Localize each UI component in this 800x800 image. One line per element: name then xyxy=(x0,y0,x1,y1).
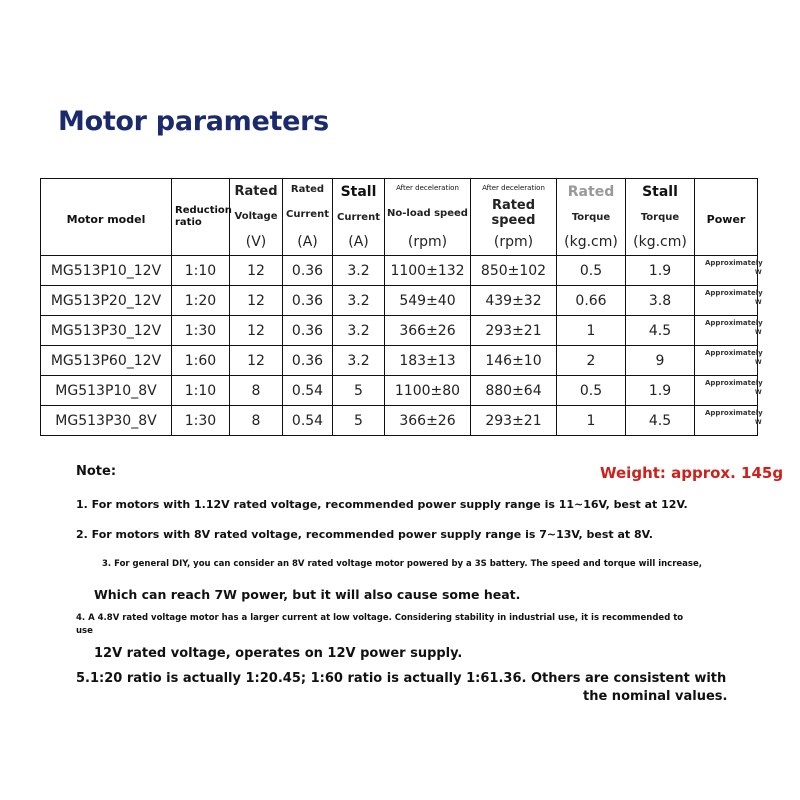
table-row xyxy=(41,256,758,286)
cell-rated-torque: 0.5 xyxy=(557,256,626,286)
cell-ratio: 1:30 xyxy=(172,316,230,346)
cell-current: 0.54 xyxy=(283,406,333,436)
cell-model: MG513P10_12V xyxy=(41,256,172,286)
table-row xyxy=(41,346,758,376)
note-label: Note: xyxy=(76,464,117,479)
header-rated-torque: Rated Torque (kg.cm) xyxy=(557,179,626,256)
cell-stall-current: 3.2 xyxy=(333,256,385,286)
cell-stall-current: 5 xyxy=(333,406,385,436)
motor-parameters-table xyxy=(40,178,763,436)
cell-stall-torque: 4.5 xyxy=(626,406,695,436)
cell-model: MG513P30_12V xyxy=(41,316,172,346)
cell-power: Approximately W xyxy=(695,406,758,436)
header-power: Power xyxy=(695,179,758,256)
cell-current: 0.36 xyxy=(283,256,333,286)
header-motor-model: Motor model xyxy=(41,179,172,256)
cell-current: 0.54 xyxy=(283,376,333,406)
cell-voltage: 12 xyxy=(230,346,283,376)
cell-model: MG513P60_12V xyxy=(41,346,172,376)
cell-noload-speed: 366±26 xyxy=(385,316,471,346)
cell-rated-torque: 1 xyxy=(557,406,626,436)
cell-ratio: 1:20 xyxy=(172,286,230,316)
cell-noload-speed: 366±26 xyxy=(385,406,471,436)
note-line-3: 3. For general DIY, you can consider an 8V rated voltage motor powered by a 3S battery. The speed and torque will increase, xyxy=(102,559,702,569)
cell-stall-torque: 3.8 xyxy=(626,286,695,316)
header-noload-speed: After deceleration No-load speed (rpm) xyxy=(385,179,471,256)
note-line-3-continued: Which can reach 7W power, but it will also cause some heat. xyxy=(94,587,521,602)
cell-rated-speed: 293±21 xyxy=(471,316,557,346)
note-line-5: 5.1:20 ratio is actually 1:20.45; 1:60 ratio is actually 1:61.36. Others are consistent with xyxy=(76,671,727,686)
cell-rated-torque: 1 xyxy=(557,316,626,346)
cell-rated-speed: 439±32 xyxy=(471,286,557,316)
cell-ratio: 1:10 xyxy=(172,376,230,406)
cell-noload-speed: 1100±80 xyxy=(385,376,471,406)
cell-noload-speed: 549±40 xyxy=(385,286,471,316)
cell-stall-torque: 1.9 xyxy=(626,376,695,406)
cell-model: MG513P10_8V xyxy=(41,376,172,406)
cell-rated-speed: 880±64 xyxy=(471,376,557,406)
cell-rated-torque: 0.5 xyxy=(557,376,626,406)
cell-ratio: 1:10 xyxy=(172,256,230,286)
cell-ratio: 1:30 xyxy=(172,406,230,436)
cell-rated-speed: 146±10 xyxy=(471,346,557,376)
note-line-4-continued: 12V rated voltage, operates on 12V power supply. xyxy=(94,646,463,661)
table-row xyxy=(41,406,758,436)
header-rated-current: Rated Current (A) xyxy=(283,179,333,256)
cell-stall-current: 3.2 xyxy=(333,316,385,346)
cell-current: 0.36 xyxy=(283,346,333,376)
table-row xyxy=(41,286,758,316)
note-line-4-wrap: use xyxy=(76,626,93,636)
note-line-2: 2. For motors with 8V rated voltage, recommended power supply range is 7~13V, best at 8V. xyxy=(76,528,653,541)
cell-rated-speed: 293±21 xyxy=(471,406,557,436)
cell-noload-speed: 183±13 xyxy=(385,346,471,376)
cell-rated-torque: 0.66 xyxy=(557,286,626,316)
header-rated-voltage: Rated Voltage (V) xyxy=(230,179,283,256)
cell-rated-torque: 2 xyxy=(557,346,626,376)
cell-current: 0.36 xyxy=(283,286,333,316)
cell-power: Approximately W xyxy=(695,316,758,346)
cell-voltage: 12 xyxy=(230,286,283,316)
cell-stall-current: 3.2 xyxy=(333,286,385,316)
table-row xyxy=(41,316,758,346)
weight-note: Weight: approx. 145g xyxy=(600,464,784,482)
cell-power: Approximately W xyxy=(695,286,758,316)
cell-power: Approximately W xyxy=(695,256,758,286)
cell-ratio: 1:60 xyxy=(172,346,230,376)
cell-stall-current: 3.2 xyxy=(333,346,385,376)
cell-power: Approximately W xyxy=(695,346,758,376)
note-line-1: 1. For motors with 1.12V rated voltage, recommended power supply range is 11~16V, best at 12V. xyxy=(76,498,688,511)
note-line-5-continued: the nominal values. xyxy=(583,689,728,704)
cell-voltage: 12 xyxy=(230,316,283,346)
header-rated-speed: After deceleration Rated speed (rpm) xyxy=(471,179,557,256)
cell-stall-torque: 1.9 xyxy=(626,256,695,286)
cell-noload-speed: 1100±132 xyxy=(385,256,471,286)
cell-model: MG513P20_12V xyxy=(41,286,172,316)
cell-voltage: 12 xyxy=(230,256,283,286)
cell-voltage: 8 xyxy=(230,406,283,436)
header-stall-current: Stall Current (A) xyxy=(333,179,385,256)
header-reduction-ratio: Reduction ratio xyxy=(172,179,230,256)
cell-stall-torque: 4.5 xyxy=(626,316,695,346)
table-header-row xyxy=(41,179,758,256)
cell-model: MG513P30_8V xyxy=(41,406,172,436)
table-row xyxy=(41,376,758,406)
cell-rated-speed: 850±102 xyxy=(471,256,557,286)
cell-voltage: 8 xyxy=(230,376,283,406)
cell-current: 0.36 xyxy=(283,316,333,346)
header-stall-torque: Stall Torque (kg.cm) xyxy=(626,179,695,256)
page-title: Motor parameters xyxy=(58,106,329,137)
cell-power: Approximately W xyxy=(695,376,758,406)
note-line-4: 4. A 4.8V rated voltage motor has a larger current at low voltage. Considering stability in industrial use, it is recommended to xyxy=(76,613,684,623)
cell-stall-current: 5 xyxy=(333,376,385,406)
cell-stall-torque: 9 xyxy=(626,346,695,376)
